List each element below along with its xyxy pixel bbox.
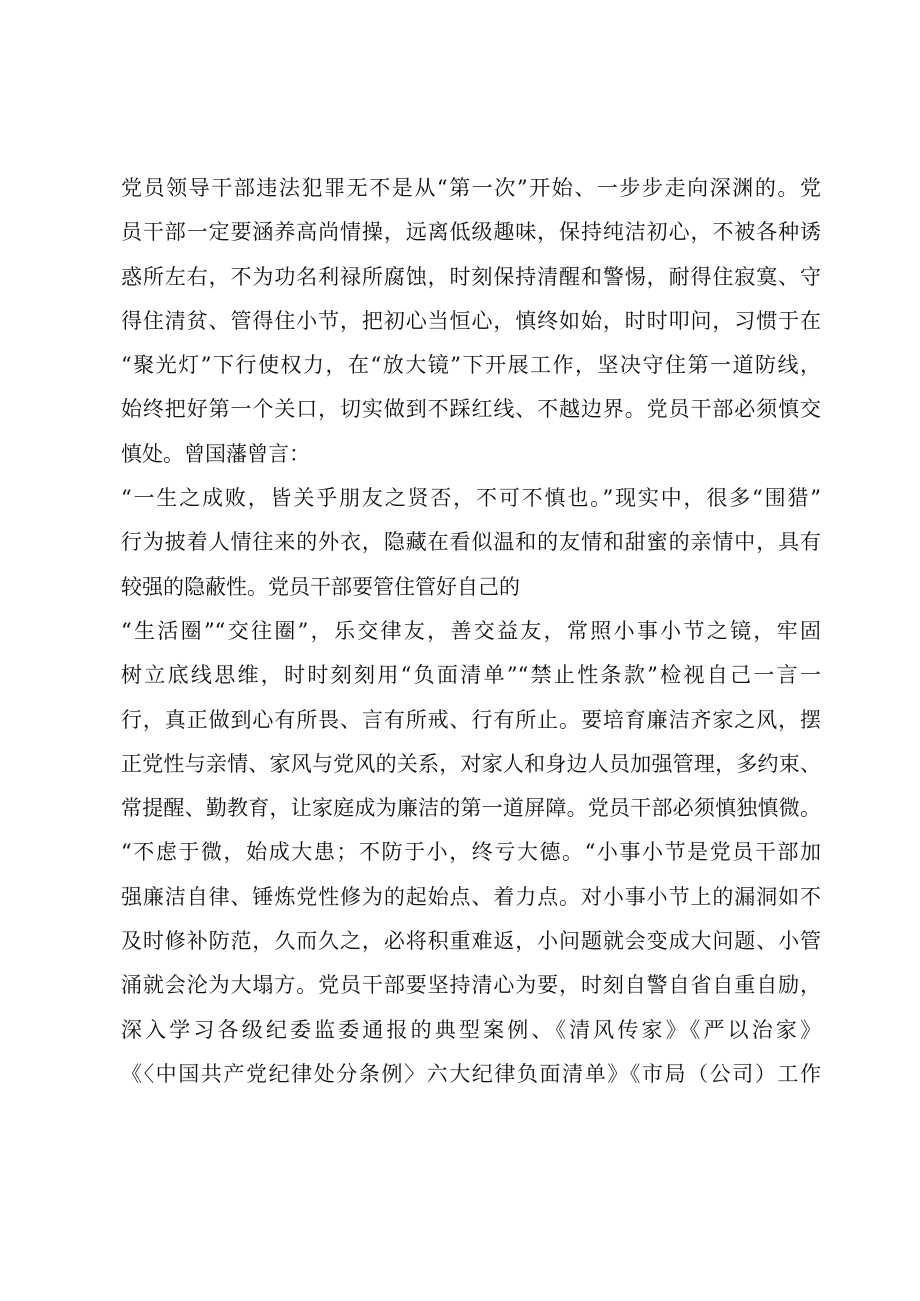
text-line-17: 强廉洁自律、锤炼党性修为的起始点、着力点。对小事小节上的漏洞如不 [121, 884, 821, 909]
text-line-10: 较强的隐蔽性。党员干部要管住管好自己的 [121, 574, 520, 599]
body-text [121, 166, 821, 1096]
text-line-14: 正党性与亲情、家风与党风的关系，对家人和身边人员加强管理，多约束、 [121, 751, 821, 776]
text-line-21: 《〈中国共产党纪律处分条例〉六大纪律负面清单》《市局（公司）工作 [121, 1061, 821, 1086]
text-line-2: 员干部一定要涵养高尚情操，远离低级趣味，保持纯洁初心，不被各种诱 [121, 220, 821, 245]
text-line-7: 慎处。曾国藩曾言： [121, 441, 310, 466]
text-line-5: “聚光灯”下行使权力，在“放大镜”下开展工作，坚决守住第一道防线， [121, 353, 821, 378]
text-line-13: 行，真正做到心有所畏、言有所戒、行有所止。要培育廉洁齐家之风，摆 [121, 707, 821, 732]
text-line-12: 树立底线思维，时时刻刻用“负面清单”“禁止性条款”检视自己一言一 [121, 663, 821, 688]
text-line-4: 得住清贫、管得住小节，把初心当恒心，慎终如始，时时叩问，习惯于在 [121, 308, 821, 333]
text-line-8: “一生之成败，皆关乎朋友之贤否，不可不慎也。”现实中，很多“围猎” [121, 486, 821, 511]
text-line-1: 党员领导干部违法犯罪无不是从“第一次”开始、一步步走向深渊的。党 [121, 176, 821, 200]
text-line-18: 及时修补防范，久而久之，必将积重难返，小问题就会变成大问题、小管 [121, 929, 821, 954]
text-line-20: 深入学习各级纪委监委通报的典型案例、《清风传家》《严以治家》 [121, 1017, 821, 1042]
text-line-16: “不虑于微，始成大患；不防于小，终亏大德。“小事小节是党员干部加 [121, 840, 821, 865]
text-line-15: 常提醒、勤教育，让家庭成为廉洁的第一道屏障。党员干部必须慎独慎微。 [121, 796, 821, 821]
text-line-9: 行为披着人情往来的外衣，隐藏在看似温和的友情和甜蜜的亲情中，具有 [121, 530, 821, 555]
text-line-3: 惑所左右，不为功名利禄所腐蚀，时刻保持清醒和警惕，耐得住寂寞、守 [121, 264, 821, 289]
text-line-19: 涌就会沦为大塌方。党员干部要坚持清心为要，时刻自警自省自重自励， [121, 973, 821, 998]
text-line-11: “生活圈”“交往圈”，乐交律友，善交益友，常照小事小节之镜，牢固 [121, 618, 821, 643]
text-line-6: 始终把好第一个关口，切实做到不踩红线、不越边界。党员干部必须慎交 [121, 397, 821, 422]
